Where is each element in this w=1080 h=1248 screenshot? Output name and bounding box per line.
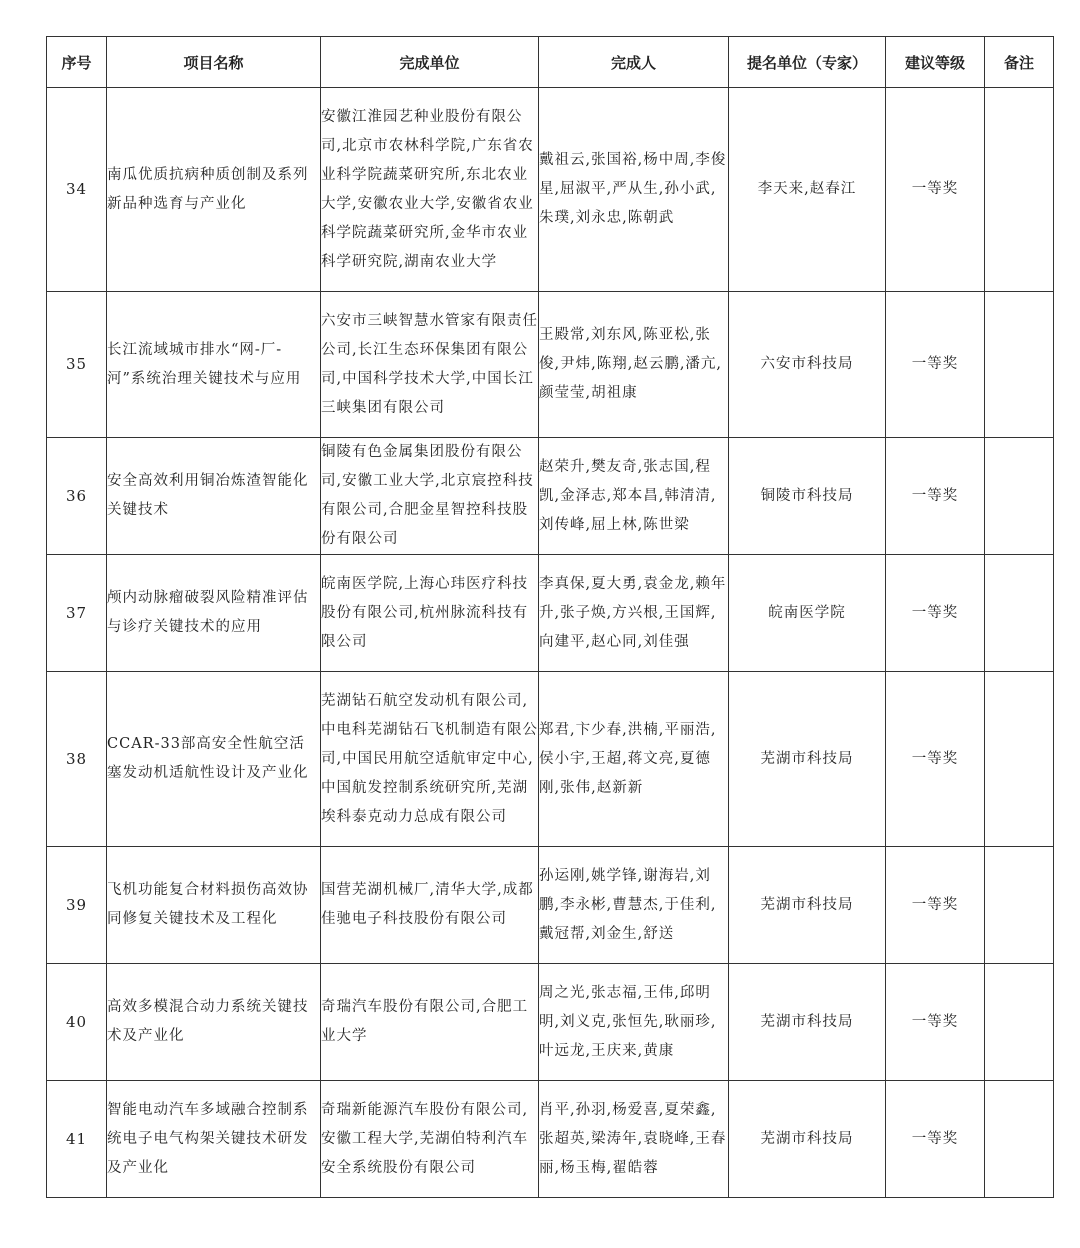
header-grade: 建议等级 <box>886 37 985 88</box>
note <box>985 292 1054 438</box>
nominator: 李天来,赵春江 <box>729 88 886 292</box>
nominator: 六安市科技局 <box>729 292 886 438</box>
completing-unit: 国营芜湖机械厂,清华大学,成都佳驰电子科技股份有限公司 <box>321 847 539 964</box>
row-number: 40 <box>47 964 107 1081</box>
note <box>985 88 1054 292</box>
note <box>985 964 1054 1081</box>
note <box>985 555 1054 672</box>
completing-people: 孙运刚,姚学锋,谢海岩,刘鹏,李永彬,曹慧杰,于佳利,戴冠帮,刘金生,舒送 <box>539 847 729 964</box>
project-name: 智能电动汽车多域融合控制系统电子电气构架关键技术研发及产业化 <box>107 1081 321 1198</box>
nominator: 铜陵市科技局 <box>729 438 886 555</box>
header-nominator: 提名单位（专家） <box>729 37 886 88</box>
suggested-grade: 一等奖 <box>886 672 985 847</box>
project-name: 飞机功能复合材料损伤高效协同修复关键技术及工程化 <box>107 847 321 964</box>
header-no: 序号 <box>47 37 107 88</box>
suggested-grade: 一等奖 <box>886 438 985 555</box>
table-row <box>47 964 1054 1081</box>
suggested-grade: 一等奖 <box>886 88 985 292</box>
note <box>985 438 1054 555</box>
row-number: 41 <box>47 1081 107 1198</box>
completing-people: 周之光,张志福,王伟,邱明明,刘义克,张恒先,耿丽珍,叶远龙,王庆来,黄康 <box>539 964 729 1081</box>
header-note: 备注 <box>985 37 1054 88</box>
header-row <box>47 37 1054 88</box>
table-row <box>47 88 1054 292</box>
table-row <box>47 292 1054 438</box>
note <box>985 1081 1054 1198</box>
suggested-grade: 一等奖 <box>886 1081 985 1198</box>
award-table <box>46 36 1054 1198</box>
header-people: 完成人 <box>539 37 729 88</box>
nominator: 芜湖市科技局 <box>729 672 886 847</box>
project-name: 颅内动脉瘤破裂风险精准评估与诊疗关键技术的应用 <box>107 555 321 672</box>
nominator: 芜湖市科技局 <box>729 1081 886 1198</box>
header-name: 项目名称 <box>107 37 321 88</box>
completing-people: 戴祖云,张国裕,杨中周,李俊星,屈淑平,严从生,孙小武,朱璞,刘永忠,陈朝武 <box>539 88 729 292</box>
completing-people: 肖平,孙羽,杨爱喜,夏荣鑫,张超英,梁涛年,袁晓峰,王春丽,杨玉梅,翟皓蓉 <box>539 1081 729 1198</box>
row-number: 37 <box>47 555 107 672</box>
row-number: 39 <box>47 847 107 964</box>
project-name: 高效多模混合动力系统关键技术及产业化 <box>107 964 321 1081</box>
header-unit: 完成单位 <box>321 37 539 88</box>
table-row <box>47 438 1054 555</box>
note <box>985 847 1054 964</box>
project-name: 长江流域城市排水“网-厂-河”系统治理关键技术与应用 <box>107 292 321 438</box>
nominator: 皖南医学院 <box>729 555 886 672</box>
row-number: 35 <box>47 292 107 438</box>
row-number: 34 <box>47 88 107 292</box>
suggested-grade: 一等奖 <box>886 555 985 672</box>
nominator: 芜湖市科技局 <box>729 964 886 1081</box>
completing-people: 李真保,夏大勇,袁金龙,赖年升,张子焕,方兴根,王国辉,向建平,赵心同,刘佳强 <box>539 555 729 672</box>
completing-unit: 奇瑞汽车股份有限公司,合肥工业大学 <box>321 964 539 1081</box>
completing-people: 郑君,卞少春,洪楠,平丽浩,侯小宇,王超,蒋文亮,夏德刚,张伟,赵新新 <box>539 672 729 847</box>
table-row <box>47 1081 1054 1198</box>
suggested-grade: 一等奖 <box>886 292 985 438</box>
completing-people: 赵荣升,樊友奇,张志国,程凯,金泽志,郑本昌,韩清清,刘传峰,屈上林,陈世梁 <box>539 438 729 555</box>
completing-unit: 芜湖钻石航空发动机有限公司,中电科芜湖钻石飞机制造有限公司,中国民用航空适航审定中心,中国航发控制系统研究所,芜湖埃科泰克动力总成有限公司 <box>321 672 539 847</box>
completing-unit: 六安市三峡智慧水管家有限责任公司,长江生态环保集团有限公司,中国科学技术大学,中国长江三峡集团有限公司 <box>321 292 539 438</box>
project-name: 安全高效利用铜冶炼渣智能化关键技术 <box>107 438 321 555</box>
completing-unit: 奇瑞新能源汽车股份有限公司,安徽工程大学,芜湖伯特利汽车安全系统股份有限公司 <box>321 1081 539 1198</box>
completing-people: 王殿常,刘东风,陈亚松,张俊,尹炜,陈翔,赵云鹏,潘亢,颜莹莹,胡祖康 <box>539 292 729 438</box>
suggested-grade: 一等奖 <box>886 847 985 964</box>
table-row <box>47 672 1054 847</box>
table-row <box>47 847 1054 964</box>
completing-unit: 安徽江淮园艺种业股份有限公司,北京市农林科学院,广东省农业科学院蔬菜研究所,东北农业大学,安徽农业大学,安徽省农业科学院蔬菜研究所,金华市农业科学研究院,湖南农业大学 <box>321 88 539 292</box>
row-number: 36 <box>47 438 107 555</box>
completing-unit: 皖南医学院,上海心玮医疗科技股份有限公司,杭州脉流科技有限公司 <box>321 555 539 672</box>
row-number: 38 <box>47 672 107 847</box>
nominator: 芜湖市科技局 <box>729 847 886 964</box>
table-row <box>47 555 1054 672</box>
suggested-grade: 一等奖 <box>886 964 985 1081</box>
completing-unit: 铜陵有色金属集团股份有限公司,安徽工业大学,北京宸控科技有限公司,合肥金星智控科技股份有限公司 <box>321 438 539 555</box>
project-name: CCAR-33部高安全性航空活塞发动机适航性设计及产业化 <box>107 672 321 847</box>
project-name: 南瓜优质抗病种质创制及系列新品种选育与产业化 <box>107 88 321 292</box>
note <box>985 672 1054 847</box>
